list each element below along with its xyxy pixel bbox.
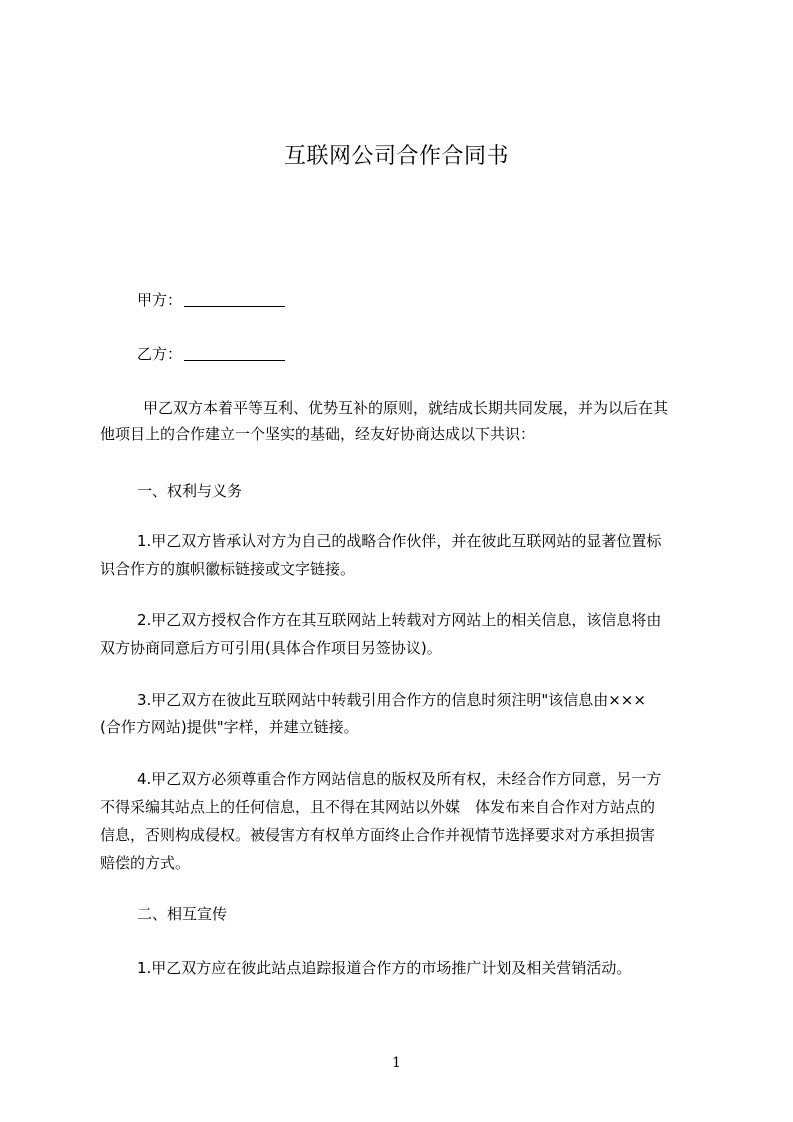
party-b-line (137, 344, 737, 364)
clause-line: 2.甲乙双方授权合作方在其互联网站上转载对方网站上的相关信息，该信息将由 (137, 611, 662, 629)
clause-line: 不得采编其站点上的任何信息，且不得在其网站以外媒 体发布来自合作对方站点的 (100, 798, 656, 816)
party-a-blank[interactable] (184, 292, 285, 307)
section2-heading: 二、相互宣传 (137, 905, 228, 923)
party-b-blank[interactable] (184, 346, 285, 361)
party-a-label: 甲方： (137, 291, 183, 309)
page-number: 1 (392, 1055, 401, 1071)
clause-line: 1.甲乙双方应在彼此站点追踪报道合作方的市场推广计划及相关营销活动。 (137, 959, 632, 977)
party-a-line (137, 290, 737, 310)
clause-line: 双方协商同意后方可引用(具体合作项目另签协议)。 (100, 639, 442, 657)
clause-line: 信息，否则构成侵权。被侵害方有权单方面终止合作并视情节选择要求对方承担损害 (100, 826, 656, 844)
clause-line: 4.甲乙双方必须尊重合作方网站信息的版权及所有权，未经合作方同意，另一方 (137, 770, 662, 788)
document-title: 互联网公司合作合同书 (283, 144, 509, 169)
clause-line: 识合作方的旗帜徽标链接或文字链接。 (100, 560, 356, 578)
preamble-line: 甲乙双方本着平等互利、优势互补的原则，就结成长期共同发展，并为以后在其 (143, 399, 669, 417)
party-b-label: 乙方： (137, 345, 183, 363)
clause-line: 1.甲乙双方皆承认对方为自己的战略合作伙伴，并在彼此互联网站的显著位置标 (137, 532, 662, 550)
preamble-line: 他项目上的合作建立一个坚实的基础，经友好协商达成以下共识： (100, 425, 536, 443)
clause-line: 赔偿的方式。 (100, 854, 191, 872)
clause-line: 3.甲乙双方在彼此互联网站中转载引用合作方的信息时须注明"该信息由××× (137, 691, 646, 709)
clause-line: (合作方网站)提供"字样，并建立链接。 (100, 718, 359, 736)
section1-heading: 一、权利与义务 (137, 482, 243, 500)
